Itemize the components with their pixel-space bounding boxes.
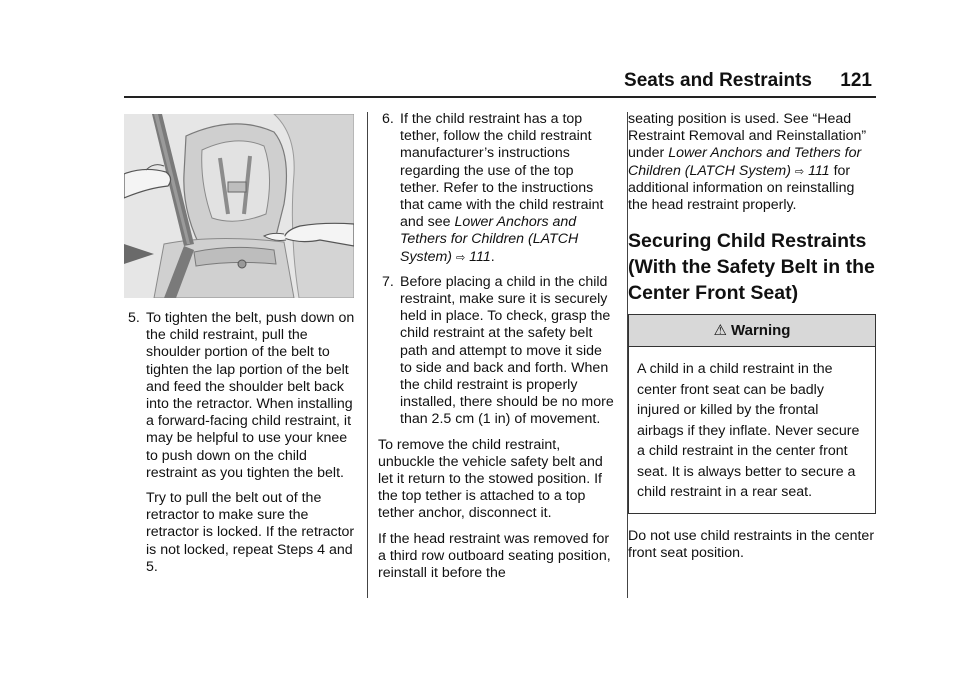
step-7 [378, 274, 614, 429]
step-number: 6. [382, 111, 394, 127]
paragraph: Do not use child restraints in the center front seat position. [628, 527, 875, 562]
column-1 [124, 114, 356, 584]
paragraph: If the head restraint was removed for a third row outboard seating position, reinstall it before the [378, 530, 611, 582]
step-number: 7. [382, 273, 394, 290]
section-heading: Securing Child Restraints (With the Safety Belt in the Center Front Seat) [628, 230, 875, 305]
step-6-end: . [490, 248, 495, 265]
step-6-text: If the child restraint has a top tether, follow the child restraint manufacturer’s instructions regarding the use of the top tether. Refer to the instructions that came with the child restraint and see [400, 111, 604, 231]
paragraph: To remove the child restraint, unbuckle the vehicle safety belt and let it return to the stowed position. If the top tether is attached to a top tether anchor, disconnect it. [378, 436, 603, 522]
paragraph-text: seating position is used. See “Head Restraint Removal and Reinstallation” under [628, 111, 867, 162]
section-title: Seats and Restraints [624, 70, 812, 91]
page-reference[interactable]: 111 [469, 248, 491, 265]
step-number: 5. [128, 310, 140, 326]
column-3 [628, 111, 876, 570]
column-divider [367, 112, 368, 598]
warning-icon: ⚠ [713, 321, 727, 340]
warning-title: Warning [731, 322, 791, 340]
step-text: To tighten the belt, push down on the child restraint, pull the shoulder portion of the belt to tighten the lap portion of the belt and feed the shoulder belt back into the retractor. When installing a forward-facing child restraint, it may be helpful to use your knee to push down on the child restraint as you tighten the belt. [146, 310, 355, 481]
page-ref-arrow-icon: ⇨ [455, 250, 466, 264]
page-number: 121 [840, 70, 872, 91]
cross-reference[interactable]: Lower Anchors and Tethers for Children (LATCH System) [628, 145, 862, 179]
page-ref-arrow-icon: ⇨ [794, 164, 805, 178]
header-rule [124, 96, 876, 98]
step-5 [124, 310, 356, 482]
warning-body: A child in a child restraint in the center front seat can be badly injured or killed by the frontal airbags if they inflate. Never secure a child restraint in the center front seat. It is always better to secure a child restraint in a rear seat. [637, 361, 860, 501]
paragraph-text: for additional information on reinstalling the head restraint properly. [628, 162, 855, 214]
step-text [400, 111, 614, 266]
page-header [124, 70, 876, 98]
page-reference[interactable]: 111 [808, 162, 830, 179]
step-6 [378, 111, 614, 266]
step-5-note: Try to pull the belt out of the retractor to make sure the retractor is locked. If the retractor is not locked, repeat Steps 4 and 5. [146, 490, 355, 575]
paragraph [628, 111, 876, 214]
column-2 [378, 111, 614, 590]
cross-reference[interactable]: Lower Anchors and Tethers for Children (LATCH System) [400, 214, 579, 265]
warning-box [628, 314, 876, 514]
warning-header [629, 315, 875, 347]
child-seat-drawing [124, 114, 354, 298]
child-seat-illustration [124, 114, 354, 298]
step-text: Before placing a child in the child restraint, make sure it is securely held in place. To check, grasp the child restraint at the safety belt path and attempt to move it side to side and back and forth. When the child restraint is properly installed, there should be no more than 2.5 cm (1 in) of movement. [400, 273, 614, 428]
